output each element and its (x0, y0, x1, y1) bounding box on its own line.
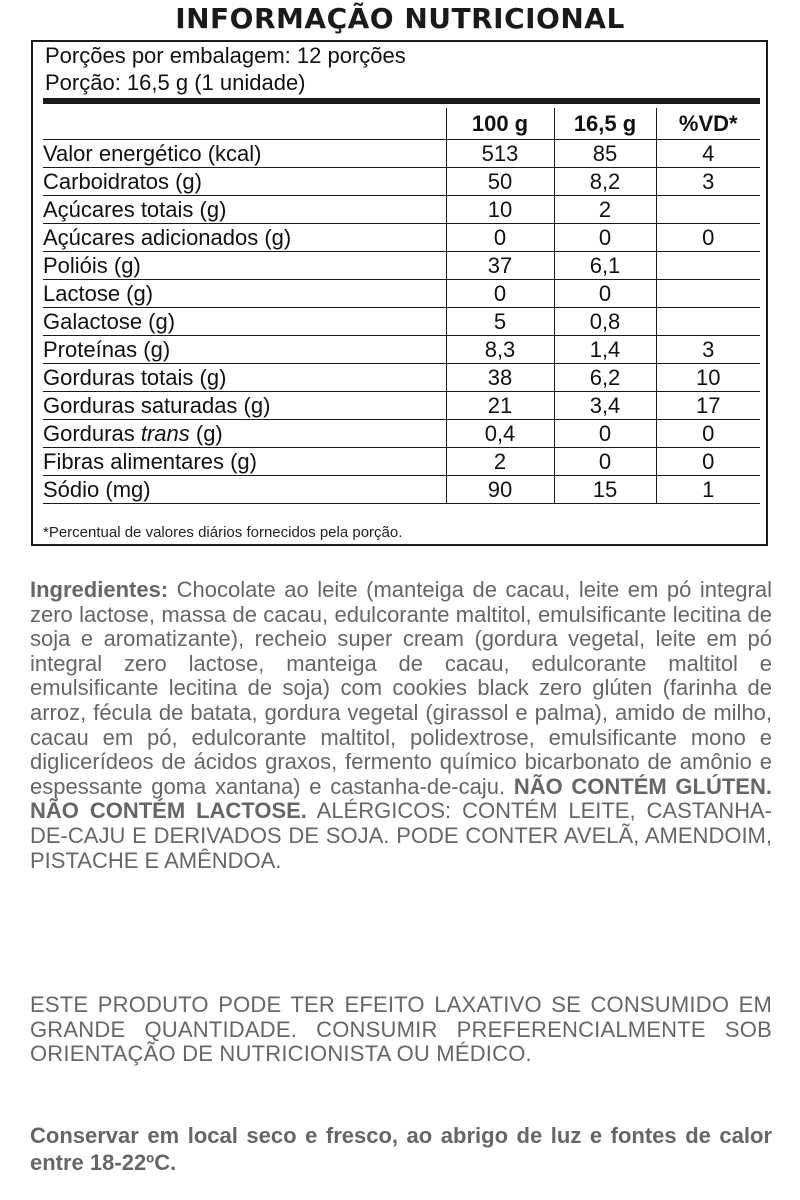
nutrient-name: Fibras alimentares (g) (43, 448, 446, 476)
nutrient-name-part: (g) (189, 421, 223, 446)
ingredients-paragraph (30, 578, 772, 873)
servings-per-package: Porções por embalagem: 12 porções (45, 43, 406, 68)
value-per-100g: 90 (446, 476, 554, 504)
nutrient-name: Polióis (g) (43, 252, 446, 280)
table-row (43, 196, 760, 224)
nutrient-name: Proteínas (g) (43, 336, 446, 364)
nutrient-name: Lactose (g) (43, 280, 446, 308)
value-per-serving: 6,2 (554, 364, 656, 392)
nutrition-title: INFORMAÇÃO NUTRICIONAL (175, 2, 625, 35)
value-per-100g: 5 (446, 308, 554, 336)
value-per-100g: 2 (446, 448, 554, 476)
value-daily: 0 (656, 224, 760, 252)
table-row (43, 224, 760, 252)
value-daily: 0 (656, 448, 760, 476)
value-daily: 3 (656, 336, 760, 364)
table-row (43, 168, 760, 196)
value-per-100g: 50 (446, 168, 554, 196)
value-per-100g: 10 (446, 196, 554, 224)
nutrient-name: Carboidratos (g) (43, 168, 446, 196)
serving-size: Porção: 16,5 g (1 unidade) (45, 70, 306, 95)
table-row (43, 364, 760, 392)
nutrition-facts-panel (31, 40, 768, 546)
header-divider (43, 98, 760, 104)
table-row (43, 420, 760, 448)
value-daily: 0 (656, 420, 760, 448)
nutrient-name (43, 420, 446, 448)
value-per-serving: 3,4 (554, 392, 656, 420)
value-per-100g: 0 (446, 224, 554, 252)
gluten-lactose-claims: NÃO CONTÉM GLÚTEN. NÃO CONTÉM LACTOSE. (30, 773, 772, 824)
table-row (43, 392, 760, 420)
value-per-serving: 15 (554, 476, 656, 504)
value-per-serving: 0 (554, 280, 656, 308)
laxative-warning: ESTE PRODUTO PODE TER EFEITO LAXATIVO SE CONSUMIDO EM GRANDE QUANTIDADE. CONSUMIR PREFERENCIALMENTE SOB ORIENTAÇÃO DE NUTRICIONISTA OU MÉDICO. (30, 992, 772, 1067)
value-per-100g: 21 (446, 392, 554, 420)
value-per-serving: 0 (554, 420, 656, 448)
table-row (43, 336, 760, 364)
nutrient-name: Açúcares adicionados (g) (43, 224, 446, 252)
value-per-100g: 8,3 (446, 336, 554, 364)
header-per-100g: 100 g (446, 108, 554, 140)
table-row (43, 308, 760, 336)
value-per-100g: 0 (446, 280, 554, 308)
nutrient-name: Valor energético (kcal) (43, 140, 446, 168)
table-row (43, 280, 760, 308)
value-daily: 1 (656, 476, 760, 504)
header-per-serving: 16,5 g (554, 108, 656, 140)
ingredients-label: Ingredientes: (30, 577, 169, 602)
value-daily: 10 (656, 364, 760, 392)
value-per-serving: 1,4 (554, 336, 656, 364)
value-daily: 17 (656, 392, 760, 420)
value-per-100g: 0,4 (446, 420, 554, 448)
ingredients-text: Chocolate ao leite (manteiga de cacau, leite em pó integral zero lactose, massa de cacau, edulcorante maltitol, emulsificante lecitina de soja e aromatizante), recheio super cream (gordura vegetal, leite em pó integral zero lactose, manteiga de cacau, edulcorante maltitol e emulsificante lecitina de soja) com cookies black zero glúten (farinha de arroz, fécula de batata, gordura vegetal (girassol e palma), amido de milho, cacau em pó, edulcorante maltitol, polidextrose, emulsificante mono e diglicerídeos de ácidos graxos, fermento químico bicarbonato de amônio e espessante goma xantana) e castanha-de-caju. (30, 577, 772, 799)
value-per-serving: 8,2 (554, 168, 656, 196)
value-per-100g: 513 (446, 140, 554, 168)
value-per-100g: 38 (446, 364, 554, 392)
nutrition-table (43, 108, 760, 504)
nutrient-name-italic: trans (140, 421, 190, 446)
value-per-serving: 6,1 (554, 252, 656, 280)
header-daily-value: %VD* (656, 108, 760, 140)
value-daily (656, 308, 760, 336)
value-per-serving: 85 (554, 140, 656, 168)
value-per-serving: 2 (554, 196, 656, 224)
nutrient-name: Galactose (g) (43, 308, 446, 336)
daily-value-footnote: *Percentual de valores diários fornecidos pela porção. (43, 524, 403, 541)
value-daily (656, 196, 760, 224)
value-per-100g: 37 (446, 252, 554, 280)
table-row (43, 140, 760, 168)
value-per-serving: 0 (554, 224, 656, 252)
table-row (43, 476, 760, 504)
value-daily: 4 (656, 140, 760, 168)
nutrient-name: Gorduras totais (g) (43, 364, 446, 392)
nutrient-name: Sódio (mg) (43, 476, 446, 504)
table-header-row (43, 108, 760, 140)
storage-instructions: Conservar em local seco e fresco, ao abrigo de luz e fontes de calor entre 18-22ºC. (30, 1123, 772, 1175)
value-daily: 3 (656, 168, 760, 196)
nutrient-name: Gorduras saturadas (g) (43, 392, 446, 420)
value-daily (656, 252, 760, 280)
nutrient-name: Açúcares totais (g) (43, 196, 446, 224)
allergens-text: ALÉRGICOS: CONTÉM LEITE, CASTANHA-DE-CAJU E DERIVADOS DE SOJA. PODE CONTER AVELÃ, AMENDOIM, PISTACHE E AMÊNDOA. (30, 798, 773, 873)
value-per-serving: 0 (554, 448, 656, 476)
value-daily (656, 280, 760, 308)
nutrient-name-part: Gorduras (43, 421, 141, 446)
header-nutrient (43, 108, 446, 140)
table-row (43, 252, 760, 280)
value-per-serving: 0,8 (554, 308, 656, 336)
table-row (43, 448, 760, 476)
